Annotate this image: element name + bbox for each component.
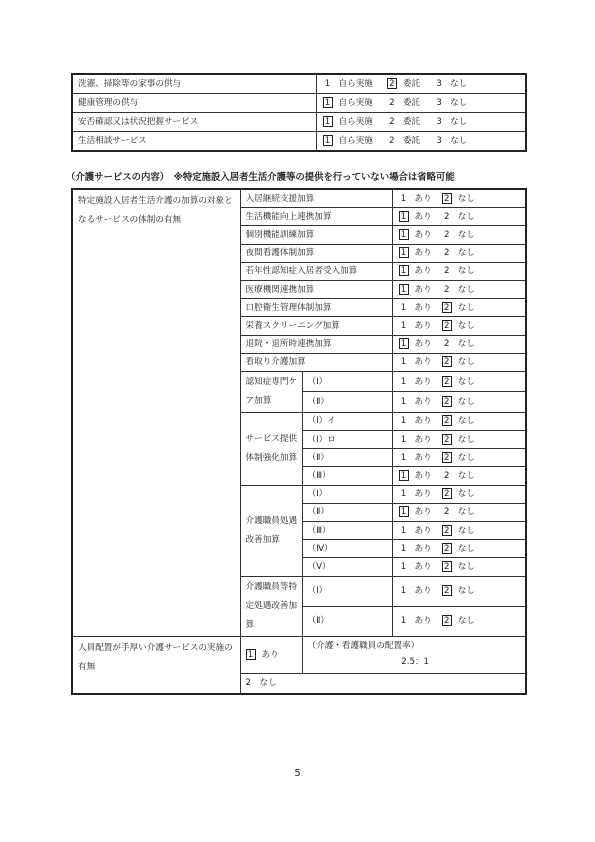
option-label: 委託 bbox=[402, 117, 421, 127]
selected-option-box: 1 bbox=[399, 247, 409, 258]
selected-option-box: 2 bbox=[442, 376, 452, 387]
option-number: 1 bbox=[324, 79, 331, 89]
option-label: あり bbox=[414, 193, 432, 204]
addition-options bbox=[392, 449, 526, 467]
selected-option-box: 2 bbox=[442, 415, 452, 426]
option-label: なし bbox=[457, 489, 475, 500]
option-label: あり bbox=[414, 416, 432, 427]
option-1 bbox=[399, 320, 442, 332]
option-label: なし bbox=[457, 302, 475, 313]
option-3 bbox=[434, 97, 481, 109]
option-number: 1 bbox=[400, 320, 407, 331]
option-label: なし bbox=[457, 193, 475, 204]
option-2 bbox=[442, 452, 485, 464]
option-number: 1 bbox=[400, 357, 407, 368]
option-number: 2 bbox=[443, 507, 450, 518]
row-options bbox=[316, 132, 526, 152]
option-1 bbox=[399, 356, 442, 368]
addition-label: 口腔衛生管理体制加算 bbox=[240, 299, 392, 317]
staffing-ratio bbox=[302, 636, 526, 674]
sub-label: （Ⅳ） bbox=[302, 540, 392, 558]
sub-label: （Ⅰ） bbox=[302, 371, 392, 392]
addition-options bbox=[392, 262, 526, 280]
option-2 bbox=[442, 229, 485, 241]
sub-label: （Ⅲ） bbox=[302, 467, 392, 485]
option-number: 2 bbox=[443, 284, 450, 295]
row-label: 健康管理の供与 bbox=[72, 94, 316, 113]
option-2 bbox=[442, 561, 485, 573]
sub-label: （Ⅱ） bbox=[302, 449, 392, 467]
option-label: なし bbox=[457, 416, 475, 427]
option-1 bbox=[399, 247, 442, 259]
option-2 bbox=[442, 284, 485, 296]
ratio-value: 2.5：1 bbox=[401, 656, 430, 667]
addition-options bbox=[392, 317, 526, 335]
option-1 bbox=[399, 193, 442, 205]
option-label: あり bbox=[414, 452, 432, 463]
addition-options bbox=[392, 335, 526, 353]
sub-label: （Ⅱ） bbox=[302, 606, 392, 636]
selected-option-box: 2 bbox=[442, 396, 452, 407]
option-2 bbox=[442, 488, 485, 500]
section-heading: （介護サービスの内容） ※特定施設入居者生活介護等の提供を行っていない場合は省略可能 bbox=[66, 172, 455, 183]
option-1 bbox=[399, 615, 442, 627]
option-label: あり bbox=[414, 302, 432, 313]
table-row bbox=[72, 113, 526, 132]
option-label: あり bbox=[414, 525, 432, 536]
option-label: あり bbox=[414, 561, 432, 572]
row-options bbox=[316, 113, 526, 132]
option-1 bbox=[323, 97, 387, 109]
option-1 bbox=[399, 561, 442, 573]
option-label: なし bbox=[457, 616, 475, 627]
addition-options bbox=[392, 189, 526, 208]
option-label: なし bbox=[457, 376, 475, 387]
selected-option-box: 2 bbox=[442, 561, 452, 572]
option-1 bbox=[399, 452, 442, 464]
selected-option-box: 2 bbox=[442, 615, 452, 626]
option-label: 自ら実施 bbox=[338, 117, 373, 127]
selected-option-box: 1 bbox=[246, 649, 256, 660]
option-label: 自ら実施 bbox=[338, 79, 373, 89]
option-1 bbox=[399, 415, 442, 427]
option-label: なし bbox=[450, 98, 468, 108]
option-label: 委託 bbox=[402, 98, 421, 108]
option-number: 1 bbox=[400, 586, 407, 597]
selected-option-box: 2 bbox=[442, 543, 452, 554]
addition-label: 生活機能向上連携加算 bbox=[240, 208, 392, 226]
sub-label: （Ⅰ） bbox=[302, 576, 392, 606]
addition-label: 看取り介護加算 bbox=[240, 353, 392, 371]
option-label: なし bbox=[457, 543, 475, 554]
addition-options bbox=[392, 244, 526, 262]
option-2 bbox=[442, 211, 485, 223]
selected-option-box: 2 bbox=[442, 302, 452, 313]
selected-option-box: 2 bbox=[442, 525, 452, 536]
addition-label: 栄養スクリーニング加算 bbox=[240, 317, 392, 335]
option-label: 自ら実施 bbox=[338, 136, 373, 146]
option-2 bbox=[442, 302, 485, 314]
option-label: なし bbox=[457, 397, 475, 408]
addition-label: 入居継続支援加算 bbox=[240, 189, 392, 208]
option-label: なし bbox=[457, 284, 475, 295]
option-1 bbox=[399, 470, 442, 482]
sub-label: （Ⅰ）ロ bbox=[302, 431, 392, 449]
ratio-label: （介護・看護職員の配置率） bbox=[307, 640, 420, 651]
option-number: 1 bbox=[400, 616, 407, 627]
option-label: なし bbox=[457, 586, 475, 597]
option-2 bbox=[442, 615, 485, 627]
option-label: なし bbox=[450, 136, 468, 146]
main-label: 特定施設入居者生活介護の加算の対象となるサービスの体制の有無 bbox=[72, 189, 240, 636]
option-2 bbox=[442, 247, 485, 259]
addition-label: 夜間看護体制加算 bbox=[240, 244, 392, 262]
selected-option-box: 2 bbox=[442, 452, 452, 463]
option-label: あり bbox=[414, 266, 432, 277]
sub-label: （Ⅰ） bbox=[302, 485, 392, 503]
option-number: 1 bbox=[400, 376, 407, 387]
option-label: なし bbox=[457, 320, 475, 331]
row-options bbox=[316, 74, 526, 94]
option-number: 1 bbox=[400, 489, 407, 500]
option-label: なし bbox=[457, 507, 475, 518]
selected-option-box: 1 bbox=[399, 284, 409, 295]
option-label: なし bbox=[457, 248, 475, 259]
table-row bbox=[72, 189, 526, 208]
option-label: あり bbox=[414, 507, 432, 518]
option-number: 2 bbox=[443, 266, 450, 277]
household-services-table bbox=[71, 73, 527, 152]
option-label: なし bbox=[457, 452, 475, 463]
staffing-no: 2 なし bbox=[240, 674, 526, 694]
option-1 bbox=[399, 229, 442, 241]
option-label: なし bbox=[450, 79, 468, 89]
option-label: なし bbox=[457, 357, 475, 368]
option-number: 2 bbox=[443, 229, 450, 240]
staffing-label: 人員配置が手厚い介護サービスの実施の有無 bbox=[72, 636, 240, 694]
staffing-yes bbox=[240, 636, 302, 674]
group-label: 介護職員等特定処遇改善加算 bbox=[240, 576, 302, 636]
option-1 bbox=[323, 116, 387, 128]
option-number: 1 bbox=[400, 434, 407, 445]
option-label: なし bbox=[457, 266, 475, 277]
option-2 bbox=[442, 506, 485, 518]
option-label: あり bbox=[414, 397, 432, 408]
selected-option-box: 1 bbox=[399, 229, 409, 240]
addition-label: 退院・退所時連携加算 bbox=[240, 335, 392, 353]
addition-options bbox=[392, 522, 526, 540]
option-label: あり bbox=[414, 471, 432, 482]
addition-label: 個別機能訓練加算 bbox=[240, 226, 392, 244]
selected-option-box: 2 bbox=[442, 434, 452, 445]
option-1 bbox=[399, 284, 442, 296]
option-2 bbox=[442, 543, 485, 555]
option-1 bbox=[399, 585, 442, 597]
option-number: 1 bbox=[400, 525, 407, 536]
sub-label: （Ⅲ） bbox=[302, 522, 392, 540]
option-1 bbox=[399, 506, 442, 518]
option-number: 1 bbox=[400, 397, 407, 408]
table-row bbox=[72, 94, 526, 113]
selected-option-box: 2 bbox=[442, 585, 452, 596]
option-label: あり bbox=[414, 320, 432, 331]
option-number: 1 bbox=[400, 416, 407, 427]
option-1 bbox=[399, 302, 442, 314]
option-2 bbox=[387, 116, 434, 128]
option-label: あり bbox=[414, 229, 432, 240]
table-row bbox=[72, 132, 526, 152]
option-label: なし bbox=[457, 339, 475, 350]
option-label: あり bbox=[414, 248, 432, 259]
option-label: なし bbox=[457, 434, 475, 445]
option-label: 委託 bbox=[402, 79, 421, 89]
option-number: 2 bbox=[443, 211, 450, 222]
option-1 bbox=[399, 211, 442, 223]
option-label: あり bbox=[414, 376, 432, 387]
option-2 bbox=[387, 97, 434, 109]
care-services-table bbox=[71, 188, 527, 695]
option-1 bbox=[399, 434, 442, 446]
addition-options bbox=[392, 280, 526, 298]
addition-label: 若年性認知症入居者受入加算 bbox=[240, 262, 392, 280]
selected-option-box: 2 bbox=[442, 356, 452, 367]
option-number: 2 bbox=[443, 248, 450, 259]
addition-options bbox=[392, 606, 526, 636]
row-options bbox=[316, 94, 526, 113]
option-2 bbox=[442, 338, 485, 350]
option-label: あり bbox=[261, 649, 279, 660]
addition-options bbox=[392, 392, 526, 413]
option-1 bbox=[399, 338, 442, 350]
option-2 bbox=[442, 470, 485, 482]
addition-options bbox=[392, 540, 526, 558]
option-label: あり bbox=[414, 357, 432, 368]
option-label: 自ら実施 bbox=[338, 98, 373, 108]
option-3 bbox=[434, 135, 481, 147]
option-number: 1 bbox=[400, 452, 407, 463]
selected-option-box: 1 bbox=[323, 116, 333, 127]
option-label: なし bbox=[457, 471, 475, 482]
selected-option-box: 1 bbox=[399, 265, 409, 276]
option-label: あり bbox=[414, 489, 432, 500]
option-label: あり bbox=[414, 211, 432, 222]
option-2 bbox=[442, 376, 485, 388]
option-1 bbox=[399, 396, 442, 408]
selected-option-box: 2 bbox=[442, 193, 452, 204]
sub-label: （Ⅴ） bbox=[302, 558, 392, 576]
addition-options bbox=[392, 558, 526, 576]
sub-label: （Ⅰ）イ bbox=[302, 412, 392, 430]
option-2 bbox=[442, 356, 485, 368]
row-label: 洗濯、掃除等の家事の供与 bbox=[72, 74, 316, 94]
option-1 bbox=[399, 543, 442, 555]
selected-option-box: 1 bbox=[323, 97, 333, 108]
option-number: 1 bbox=[400, 561, 407, 572]
option-number: 1 bbox=[400, 193, 407, 204]
option-1 bbox=[399, 265, 442, 277]
sub-label: （Ⅱ） bbox=[302, 503, 392, 521]
group-label: 認知症専門ケア加算 bbox=[240, 371, 302, 412]
option-number: 2 bbox=[389, 98, 395, 108]
option-2 bbox=[442, 265, 485, 277]
selected-option-box: 1 bbox=[399, 338, 409, 349]
option-label: なし bbox=[450, 117, 468, 127]
selected-option-box: 2 bbox=[442, 488, 452, 499]
option-3 bbox=[434, 116, 481, 128]
option-1 bbox=[323, 78, 387, 90]
group-label: 介護職員処遇改善加算 bbox=[240, 485, 302, 576]
selected-option-box: 2 bbox=[442, 320, 452, 331]
table-row bbox=[72, 74, 526, 94]
addition-options bbox=[392, 412, 526, 430]
option-number: 1 bbox=[400, 543, 407, 554]
group-label: サービス提供体制強化加算 bbox=[240, 412, 302, 485]
option-number: 3 bbox=[436, 79, 442, 89]
option-number: 3 bbox=[436, 117, 442, 127]
option-label: あり bbox=[414, 339, 432, 350]
option-label: 委託 bbox=[402, 136, 421, 146]
selected-option-box: 1 bbox=[323, 135, 333, 146]
option-2 bbox=[442, 193, 485, 205]
option-1 bbox=[399, 525, 442, 537]
selected-option-box: 1 bbox=[399, 470, 409, 481]
option-number: 2 bbox=[389, 136, 395, 146]
option-2 bbox=[442, 396, 485, 408]
option-2 bbox=[387, 78, 434, 90]
addition-label: 医療機関連携加算 bbox=[240, 280, 392, 298]
option-2 bbox=[442, 525, 485, 537]
option-1 bbox=[399, 488, 442, 500]
option-number: 2 bbox=[443, 339, 450, 350]
option-label: なし bbox=[457, 525, 475, 536]
addition-options bbox=[392, 431, 526, 449]
selected-option-box: 1 bbox=[399, 506, 409, 517]
option-label: なし bbox=[457, 211, 475, 222]
addition-options bbox=[392, 353, 526, 371]
addition-options bbox=[392, 503, 526, 521]
option-label: あり bbox=[414, 543, 432, 554]
selected-option-box: 1 bbox=[399, 211, 409, 222]
addition-options bbox=[392, 467, 526, 485]
option-2 bbox=[387, 135, 434, 147]
sub-label: （Ⅱ） bbox=[302, 392, 392, 413]
staffing-row-yes bbox=[72, 636, 526, 674]
option-label: あり bbox=[414, 434, 432, 445]
option-2 bbox=[442, 434, 485, 446]
addition-options bbox=[392, 208, 526, 226]
selected-option-box: 2 bbox=[387, 78, 397, 89]
addition-options bbox=[392, 299, 526, 317]
row-label: 安否確認又は状況把握サービス bbox=[72, 113, 316, 132]
option-1 bbox=[323, 135, 387, 147]
option-label: なし bbox=[457, 561, 475, 572]
option-label: あり bbox=[414, 284, 432, 295]
option-number: 2 bbox=[389, 117, 395, 127]
option-2 bbox=[442, 320, 485, 332]
option-1 bbox=[399, 376, 442, 388]
row-label: 生活相談サービス bbox=[72, 132, 316, 152]
addition-options bbox=[392, 576, 526, 606]
option-3 bbox=[434, 78, 481, 90]
option-number: 3 bbox=[436, 136, 442, 146]
addition-options bbox=[392, 226, 526, 244]
option-number: 1 bbox=[400, 302, 407, 313]
option-2 bbox=[442, 415, 485, 427]
addition-options bbox=[392, 371, 526, 392]
option-label: なし bbox=[457, 229, 475, 240]
option-number: 2 bbox=[443, 471, 450, 482]
option-number: 3 bbox=[436, 98, 442, 108]
option-label: あり bbox=[414, 586, 432, 597]
option-2 bbox=[442, 585, 485, 597]
option-label: あり bbox=[414, 616, 432, 627]
addition-options bbox=[392, 485, 526, 503]
page-number: 5 bbox=[294, 768, 301, 779]
